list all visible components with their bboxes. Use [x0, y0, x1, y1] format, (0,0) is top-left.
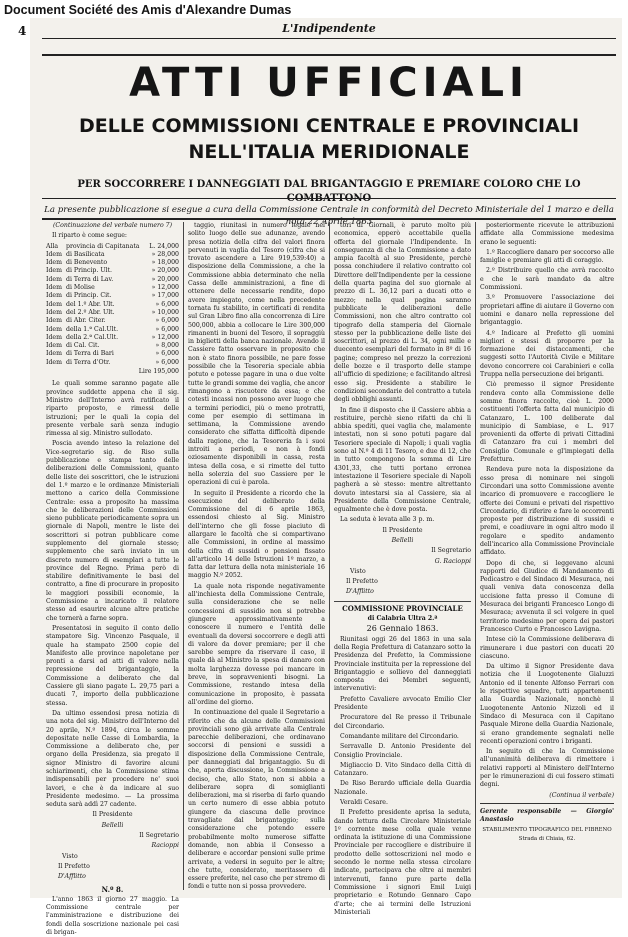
riparto-amount: » 10,000 [151, 308, 179, 316]
riparto-where: di Abr. Citer. [66, 317, 106, 325]
riparto-who: Idem [46, 325, 62, 333]
riparto-where: della 2.ª Cal.Ult. [66, 333, 119, 341]
col1-president-name: Bellelli [101, 821, 124, 829]
paragraph: In seguito il Presidente a ricordo che la esecuzione del deliberato della Commissione del di 6 aprile 1863, essendosi chiesto al Sig. Ministro dell'interno che gli fosse piaciuto di allargare le facoltà che si compartivano alle Commissioni, in ordine al massimo della cifra di sussidi o pensioni fissato all'articolo 14 delle Istruzioni 1º marzo, a fatta dar lettura della nota ministeriale 16 maggio N.º 2052. [188, 489, 325, 580]
riparto-amount: L. 24,000 [149, 242, 179, 250]
riparto-row [46, 350, 179, 358]
riparto-row [46, 292, 179, 300]
page-number: 4 [18, 24, 27, 38]
paragraph: posteriormente ricevute le attribuzioni affidate alla Commissione medesima erano le seguenti: [480, 222, 614, 246]
riparto-who: Idem [46, 342, 62, 350]
col4-paragraphs [480, 222, 614, 790]
col3-secretary-name: G. Racioppi [434, 557, 471, 565]
paragraph: Veraldi Cesare. [340, 799, 388, 806]
col3-prefect-title: Il Prefetto [346, 578, 378, 586]
paragraph: 4.º Indicare al Prefetto gli uomini migliori e stessi di proporre per la formazione dei distaccamenti, che suggesti sotto l'Autorità Civile e Militare devono concorrere coi Carabinieri e colla Truppa nella persecuzione dei briganti. [480, 329, 614, 379]
paragraph: Procuratore del Re presso il Tribunale del Circondario. [334, 714, 471, 730]
riparto-where: di Princip. Cit. [66, 292, 112, 300]
paragraph: In fine il disposto che il Cassiere abbia a restituire, perchè sieno rifatti da chi li abbia spediti, quei vaglia che, malamente intestati, non si sono potuti pagare dal Tesoriere speciale di Napoli; i quali vaglia sono al N.º 4 di 11 Tesoro, e due di 12, che in tutto compongono la somma di Lire 4301,33, che tutti portano erronea intestazione il Tesoriere speciale di Napoli pagherà a sè stesso: mentre altrettanto dovuto intestarsi sia al Cassiere, sia al Presidente della Commissione Centrale, egualmente che è dove posta. [334, 406, 471, 514]
paragraph: Serravalle D. Antonio Presidente del Consiglio Provinciale. [334, 743, 471, 759]
riparto-amount: » 8,000 [155, 342, 179, 350]
col1-visto: Visto [62, 852, 78, 860]
riparto-who: Idem [46, 358, 62, 366]
paragraph: taggio, riunitasi in numero legale nel solito luogo delle sue adunanze, avendo presa notizia della cifra del valori finora pervenuti in vaglia del Tesoro (cifra che si trovato ascendere a Lire 919,539:40) a disposizione della Commissione, a che la Commissione abbia determinato che nella Cassa delle amministrazioni, a fine di ottenere delle necessarie rendite, dopo avere impiegato, come nella precedente tornata fu stabilito, in certificati di rendita sul Gran Libro fino alla concorrenza di Lire 500,000, abbia a collocare le Lire 300,000 rimanenti in buoni del Tesoro, il sopraggiù in biglietti della banca nazionale. Avendo il Cassiere fatto osservare in proposito che non è stato finora possibile, ne pare fosse possibile che la Tesoreria speciale abbia potuto e potesse pagare in una o due volte tutte le grandi somme dei vaglia, che ancor rimangono a riscuotere da essa; e che cotesti incassi non possono aver luogo che a termini periodici, più o meno protratti, come per esempio di settimana in settimana, la Commissione avendo considerato che siffatta difficoltà dipende dalla ragione, che la Tesoreria fa i suoi introiti a periodi, e non à fondi oziosamente disponibili in cassa, resta intesa della cosa, e si rimette del tutto nella solerzia del suo Cassiere per le operazioni di cui è parola. [188, 222, 325, 487]
riparto-who: Idem [46, 267, 62, 275]
col1-president-title: Il Presidente [92, 811, 133, 819]
paragraph: 1.º Raccogliere danaro per soccorso alle famiglie e premiare gli atti di coraggio. [480, 248, 614, 265]
headline-main: ATTI UFFICIALI [129, 60, 529, 106]
paper-name: L'Indipendente [282, 22, 376, 35]
paragraph: Migliaccio D. Vito Sindaco della Città di Catanzaro. [334, 761, 471, 778]
riparto-where: di Princip. Ult. [66, 267, 112, 275]
riparto-who: Idem [46, 350, 62, 358]
riparto-total: Lire 195,000 [138, 368, 179, 376]
col1-paragraphs [46, 380, 179, 809]
riparto-row [46, 309, 179, 317]
riparto-where: della 1.ª Cal.Ult. [66, 325, 119, 333]
riparto-row [46, 301, 179, 309]
riparto-amount: » 6,000 [155, 350, 179, 358]
headline-sub2: NELL'ITALIA MERIDIONALE [188, 141, 470, 163]
col1-tail: L'anno 1863 il giorno 27 maggio. La Commissione centrale per l'amministrazione e distribuzione dei fondi della soscrizione nazionale pei casi di brigan- [46, 895, 179, 937]
riparto-amount: » 17,000 [151, 292, 179, 300]
riparto-row [46, 342, 179, 350]
col3-prefect-name: D'Afflitto [346, 588, 374, 596]
paragraph: Prefetto Cavaliere avvocato Emilio Cler Presidente [334, 695, 471, 712]
riparto-row [46, 317, 179, 325]
riparto-who: Idem [46, 259, 62, 267]
riparto-where: di Terra d'Otr. [66, 358, 111, 366]
riparto-row [46, 359, 179, 367]
col3-section-place: di Calabria Ultra 2.ª [367, 615, 438, 623]
riparto-who: Idem [46, 250, 62, 258]
newspaper-page [18, 18, 622, 937]
col1-lead: Il riparto è come segue: [52, 232, 127, 240]
col1-prefect-name: D'Afflitto [58, 873, 86, 881]
riparto-row [46, 243, 179, 251]
col4-footer-resp: Gerente responsabile — Giorgio' Anastasio [480, 807, 614, 824]
paragraph: In seguito di che la Commissione all'unanimità deliberava di rimettere i relativi rapporti al Ministero dell'Interno per le rimunerazioni di cui fossero stimati degni. [480, 748, 614, 789]
col4-footer-print: STABILIMENTO TIPOGRAFICO DEL FIBRENO Strada di Chiaia, 62. [482, 827, 612, 842]
col3-president-title: Il Presidente [382, 526, 423, 534]
col1-secretary-name: Racioppi [151, 842, 179, 850]
riparto-amount: » 6,000 [155, 358, 179, 366]
riparto-amount: » 6,000 [155, 325, 179, 333]
riparto-amount: » 6,000 [155, 300, 179, 308]
column-4 [480, 222, 614, 890]
paragraph: tori di Giornali, è paruto molto più economica, epperò accettabile quella offerta del giornale l'Indipendente. In conseguenza di che la Commissione a dato ampia facoltà al suo Presidente, perchè possa conchiudere il relativo contratto col Direttore dell'Indipendente per la cessione della quarta pagina del suo giornale al prezzo di L. 36,12 pari a ducati otto e mezzo; nella qual pagina saranno pubblicate le deliberazioni delle Commissioni, non che altro contratto col tipografo della stamperia del Giornale stesso per la pubblicazione delle liste dei soscrittori, al prezzo di L. 34, ogni mille e duecento esemplari del formato in 8º di 16 pagine; compreso nel prezzo la correzioni delle bozze e il trasporto delle stampe all'ufficio di spedizione; e facilitando altresì esso sig. Presidente a stabilire le condizioni secondarie del contratto a tutela degli obblighi assunti. [334, 222, 471, 404]
riparto-row [46, 276, 179, 284]
col3-section-title: COMMISSIONE PROVINCIALE [334, 601, 471, 613]
riparto-row [46, 284, 179, 292]
riparto-where: del 2.º Abr. Ult. [66, 308, 115, 316]
riparto-amount: » 12,000 [151, 333, 179, 341]
riparto-who: Idem [46, 333, 62, 341]
column-2 [188, 222, 325, 890]
paragraph: Poscia avendo inteso la relazione del Vice-segretario sig. de Riso sulla pubblicazione e stampa tanto delle deliberazioni delle Commissioni, quanto delle liste dei soscrittori, che le istruzioni del 1.º marzo e le ordinanze Ministeriali mettono a carico della Commissione Centrale: essa a proposito ha massima che le deliberazioni delle Commissioni sieno pubblicate periodicamente sopra un giornale di Napoli, mentre le liste dei soscrittori si potran pubblicare come supplemento del giornale stesso; supplemento che sarà inviato in un discreto numero di esemplari a tutte le province del Regno. Prima però di stabilire definitivamente le basi del contratto, a fine di procurare in proposito le maggiori possibili economie, la Commissione a incaricato il relatore stesso ad esaurire alcune altre pratiche che tornerà a farne sopra. [46, 440, 179, 622]
riparto-where: di Molise [66, 284, 95, 292]
paragraph: Ciò premesso il signor Presidente rendeva conto alla Commissione delle somme finora raccolte, cioè L. 2000 costituenti l'offerta fatta dal municipio di Catanzaro, L. 100 deliberate dal municipio di Sambiase, e L. 917 provenienti da offerte di privati Cittadini di Catanzaro fra cui i membri del Consiglio Comunale e gl'impiegati della Prefettura. [480, 381, 614, 464]
riparto-who: Idem [46, 284, 62, 292]
col3-visto: Visto [350, 567, 366, 575]
riparto-row [46, 326, 179, 334]
intro-note: La presente pubblicazione si esegue a cura della Commissione Centrale in conformità del Decreto Ministeriale del 1 marzo e della nota 22 Aprile 1863 [44, 205, 614, 227]
top-rule [42, 54, 616, 56]
col1-prefect-title: Il Prefetto [58, 862, 90, 870]
riparto-who: Idem [46, 308, 62, 316]
paragraph: Riunitasi oggi 26 del 1863 in una sala della Regia Prefettura di Catanzaro sotto la Presidenza del Prefetto, la Commissione Provinciale instituita per la repressione del Brigantaggio e sollievo del danneggiati composta dei Membri seguenti, intervenutivi: [334, 635, 471, 693]
riparto-who: Idem [46, 300, 62, 308]
col3-secretary-title: Il Segretario [431, 547, 471, 555]
column-1 [46, 222, 179, 937]
riparto-where: del 1.º Abr. Ult. [66, 300, 115, 308]
col1-heading: (Continuazione del verbale numero 7) [52, 222, 172, 229]
col4-continua: (Continua il verbale) [549, 791, 614, 799]
riparto-list [46, 243, 179, 377]
column-3 [334, 222, 471, 916]
paragraph: Comandante militare del Circondario. [340, 732, 459, 740]
paragraph: Dopo di che, si leggevano alcuni rapporti del Giudice di Mandamento di Pedicastro e del Sindaco di Mesuraca, nei quali veniva data conoscenza della uccisione fatta presso il Comune di Mesuraca dei briganti Francesco Longo di Mesuraca; avvenuta il scì volgere in quel territorio medesimo per opera dei pastori Francesco Curto e Francesco Lavigna. [480, 559, 614, 633]
riparto-amount: » 12,000 [151, 284, 179, 292]
paragraph: 3.º Promuovere l'associazione dei proprietari affine di aiutare il Governo con uomini e danaro nella repressione del brigantaggio. [480, 294, 614, 327]
paragraph: In continuazione del quale il Segretario a riferito che da alcune delle Commissioni provinciali sono già arrivate alla Centrale parecchie deliberazioni, che ordinavano soccorsi di pensioni e sussidi a disposizione della Commissione Centrale, per danneggiati dal brigantaggio. Su di che, aperta discussione, la Commissione a deciso, che, allo Stato, non si abbia a deliberare sopra di somiglianti deliberazioni, ma si riserba di farlo quando un certo numero di esse abbia potuto giungere da ciascuna delle province travagliate dal brigantaggio; sulla considerazione che potendo essere probabilmente molto numerose siffatte domande, non abbia il Consesso a deliberare e accordar pensioni sulle prime arrivate, a vedersi in seguito per le altre; che tutte, considerato, meritassero di essere preferite, nel caso che per stremo di fondi e tutte non si possa provvedere. [188, 709, 325, 891]
paragraph: Presentatosi in seguito il conto dello stampatore Sig. Vincenzo Pasquale, il quale ha stampato 2500 copie del Manifesto alle province napoletane per pronti a darsi ad atti di valore nella repressione del brigantaggio, la Commissione a deliberato che dal Cassiere gli siano pagate L. 29,75 pari a ducati 7, importo della pubblicazione stessa. [46, 624, 179, 707]
paragraph: 2.º Distribuire quello che avrà raccolto e che le sarà mandato da altre Commissioni. [480, 267, 614, 292]
paragraph: La quale nota risponde negativamente all'inchiesta della Commissione Centrale, sulla considerazione che se nelle concessioni di sussidio non si potrebbe giungere approssimativamente a conoscere il numero e l'entità delle eventuali da doversi soccorrere e degli atti di valore da dover premiare; per il che sarebbe sempre da riservare il caso, il quale dà al Ministro la spesa di danaro con molta larghezza dovesse poi mancare in breve, in sopravvenienti bisogni. La Commissione, restando intesa della comunicazione in proposito, è passata all'ordine del giorno. [188, 582, 325, 706]
riparto-amount: » 28,000 [151, 250, 179, 258]
paragraph: Il Prefetto presidente aprisa la seduta, dando lettura della Circolare Ministeriale 1º corrente mese colla quale venne ordinata la istituzione di una Commissione Provinciale per raccogliere e distribuire il prodotto delle sottoscrizioni nel modo e secondo le norme nella stessa circolare indicate, partecipava che oltre ai membri intervenuti, fanno pure parte della Commissione i signori Emil Luigi proprietario e Rotundo Gennaro Capo d'arte; che ai termini delle Istruzioni Ministeriali [334, 809, 471, 916]
riparto-where: di Terra di Bari [66, 350, 114, 358]
paragraph: Intese ciò la Commissione deliberava di rimunerare i due pastori con ducati 20 ciascuno. [480, 636, 614, 660]
col1-secretary-title: Il Segretario [139, 832, 179, 840]
riparto-row [46, 251, 179, 259]
riparto-who: Alla [46, 242, 59, 250]
intro-rule-bottom [42, 218, 616, 220]
columns [42, 222, 616, 937]
riparto-who: Idem [46, 317, 62, 325]
col3-paragraphs [334, 222, 471, 525]
column-rule [183, 222, 184, 890]
paragraph: Le quali somme saranno pagate alle province suddette appena che il sig. Ministro dell'Interno avrà ratificato il riparto proposto, e rimessi delle istruzioni; per le quali la copia del presente verbale sarà senza indugio rimessa al sig. Ministro sullodato. [46, 380, 179, 438]
paragraph: Da ultimo essendosi presa notizia di una nota del sig. Ministro dell'Interno del 20 aprile, N.º 1894, circa le somme depositate nelle Casse di Lombardia, la Commissione a deliberato che, per organo della Presidenza, sia pregato il signor Ministro di favorire alcuni schiarimenti, che la Commissione stima indispensabili per procedere ne' suoi lavori, e che è da indicare al suo Presidente medesimo. — La prossima seduta sarà addì 27 cadente. [46, 709, 179, 809]
riparto-row [46, 259, 179, 267]
col3-section-date: 26 Gennaio 1863. [366, 624, 439, 634]
riparto-amount: » 20,000 [151, 275, 179, 283]
column-rule [329, 222, 330, 890]
paragraph: La seduta è levata alle 3 p. m. [340, 516, 435, 524]
document-watermark: Document Société des Amis d'Alexandre Dumas [0, 0, 628, 20]
riparto-where: di Terra di Lav. [66, 275, 114, 283]
riparto-where: di Basilicata [66, 250, 105, 258]
riparto-where: di Benevento [66, 259, 108, 267]
riparto-who: Idem [46, 292, 62, 300]
headline-sub1: DELLE COMMISSIONI CENTRALE E PROVINCIALI [78, 115, 580, 137]
col3-section-paragraphs [334, 636, 471, 918]
running-head [18, 22, 616, 39]
riparto-amount: » 18,000 [151, 259, 179, 267]
paragraph: De Riso Berardo ufficiale della Guardia Nazionale. [334, 780, 471, 796]
intro-rule-top [42, 198, 616, 199]
riparto-row [46, 267, 179, 275]
riparto-row [46, 334, 179, 342]
riparto-where: di Cal. Cit. [66, 342, 100, 350]
paragraph: Da ultimo il Signor Presidente dava notizia che il Luogotenente Gialuzzi Antonio ed il tenente Alfonso Ferrari con le rispettive squadre, tutti appartenenti alla Guardia Nazionale, nonchè il Luogotenente Antonio Nizzoli ed il Sindaco di Mesuraca con il Capitano Pasquale Mirone della Guardia Nazionale, si erano grandemente segnalati nelle recenti operazioni contro i briganti. [480, 663, 614, 745]
riparto-who: Idem [46, 275, 62, 283]
col1-section-number: N.º 8. [101, 884, 124, 894]
headline-sub3: PER SOCCORRERE I DANNEGGIATI DAL BRIGANTAGGIO E PREMIARE COLORO CHE LO COMBATTONO [77, 179, 581, 204]
col3-president-name: Bellelli [391, 536, 414, 544]
column-rule [475, 222, 476, 890]
riparto-amount: » 6,000 [155, 317, 179, 325]
riparto-where: provincia di Capitanata [66, 242, 140, 250]
paragraph: Rendeva pure nota la disposizione da esso presa di nominare nei singoli Circondari una sotto Commissione avente incarico di promuovere e raccogliere le offerte dei Comuni e privati del rispettivo Circondario, di riferire e fare le occorrenti proposte per distribuzione di sussidi e premi, e coadiuvare in ogni altro modo il regolare e spedito andamento dell'incarico alla Commissione Provinciale affidato. [480, 466, 614, 557]
riparto-amount: » 20,000 [151, 267, 179, 275]
